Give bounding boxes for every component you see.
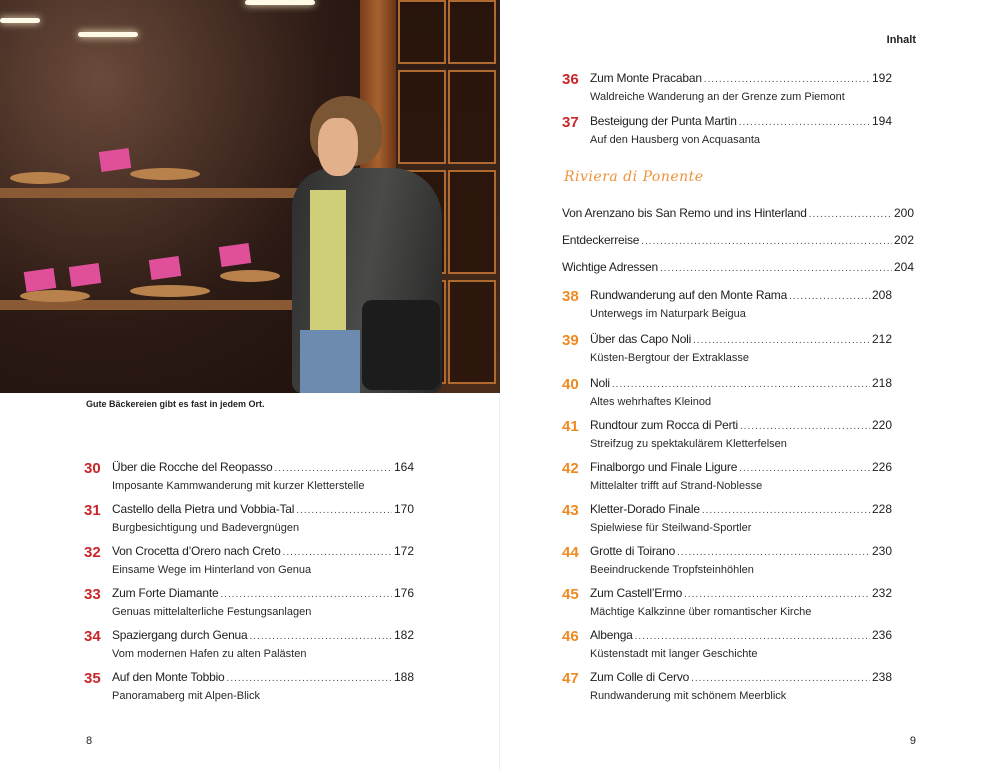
ceiling-light: [245, 0, 315, 5]
page-ref: 238: [871, 670, 892, 684]
page-ref: 192: [871, 71, 892, 85]
woman-jeans: [300, 330, 360, 393]
tour-subtitle: Küsten-Bergtour der Extraklasse: [590, 352, 749, 364]
bread: [130, 285, 210, 297]
tour-title: Noli: [590, 376, 610, 390]
bread: [10, 172, 70, 184]
page-ref: 170: [393, 502, 414, 516]
entry-title: Von Arenzano bis San Remo und ins Hinterland: [562, 206, 807, 220]
window-pane: [448, 170, 496, 274]
tour-subtitle: Beeindruckende Tropfsteinhöhlen: [590, 564, 754, 576]
tour-subtitle: Unterwegs im Naturpark Beigua: [590, 308, 746, 320]
leader-dots: [789, 290, 870, 304]
woman-bag: [362, 300, 440, 390]
page-ref: 208: [871, 288, 892, 302]
leader-dots: [296, 504, 392, 518]
page-ref: 232: [871, 586, 892, 600]
leader-dots: [693, 334, 870, 348]
tour-title: Über das Capo Noli: [590, 332, 692, 346]
tour-title: Rundwanderung auf den Monte Rama: [590, 288, 788, 302]
leader-dots: [704, 73, 870, 87]
leader-dots: [250, 630, 392, 644]
tour-subtitle: Streifzug zu spektakulärem Kletterfelsen: [590, 438, 787, 450]
tour-number: 46: [562, 628, 579, 645]
tour-title: Castello della Pietra und Vobbia-Tal: [112, 502, 295, 516]
bakery-photo: [0, 0, 500, 393]
tour-number: 33: [84, 586, 101, 603]
bread: [130, 168, 200, 180]
tour-title: Über die Rocche del Reopasso: [112, 460, 273, 474]
tour-subtitle: Waldreiche Wanderung an der Grenze zum Piemont: [590, 91, 845, 103]
ceiling-light: [0, 18, 40, 23]
tour-number: 45: [562, 586, 579, 603]
tour-subtitle: Einsame Wege im Hinterland von Genua: [112, 564, 312, 576]
tour-title: Rundtour zum Rocca di Perti: [590, 418, 738, 432]
tour-number: 43: [562, 502, 579, 519]
tour-title: Von Crocetta d’Orero nach Creto: [112, 544, 281, 558]
entry-title: Wichtige Adressen: [562, 260, 658, 274]
tour-subtitle: Burgbesichtigung und Badevergnügen: [112, 522, 300, 534]
tour-number: 30: [84, 460, 101, 477]
leader-dots: [220, 588, 392, 602]
window-pane: [448, 280, 496, 384]
window-pane: [448, 70, 496, 164]
tour-number: 36: [562, 71, 579, 88]
page-ref: 202: [893, 233, 914, 247]
tour-subtitle: Vom modernen Hafen zu alten Palästen: [112, 648, 307, 660]
tour-title: Zum Forte Diamante: [112, 586, 219, 600]
window-pane: [398, 70, 446, 164]
tour-title: Spaziergang durch Genua: [112, 628, 248, 642]
page-ref: 230: [871, 544, 892, 558]
tour-number: 44: [562, 544, 579, 561]
tour-number: 41: [562, 418, 579, 435]
leader-dots: [740, 420, 870, 434]
page-ref: 228: [871, 502, 892, 516]
tour-subtitle: Rundwanderung mit schönem Meerblick: [590, 690, 787, 702]
tour-title: Besteigung der Punta Martin: [590, 114, 737, 128]
bread: [220, 270, 280, 282]
tour-subtitle: Altes wehrhaftes Kleinod: [590, 396, 712, 408]
window-pane: [398, 0, 446, 64]
page-ref: 220: [871, 418, 892, 432]
leader-dots: [227, 672, 392, 686]
tour-number: 39: [562, 332, 579, 349]
leader-dots: [635, 630, 870, 644]
tour-subtitle: Mittelalter trifft auf Strand-Noblesse: [590, 480, 763, 492]
tour-title: Zum Castell’Ermo: [590, 586, 683, 600]
tour-title: Auf den Monte Tobbio: [112, 670, 225, 684]
right-page: [500, 0, 1000, 771]
tour-subtitle: Küstenstadt mit langer Geschichte: [590, 648, 758, 660]
leader-dots: [702, 504, 870, 518]
tour-title: Zum Monte Pracaban: [590, 71, 702, 85]
tour-number: 38: [562, 288, 579, 305]
leader-dots: [612, 378, 870, 392]
tour-number: 34: [84, 628, 101, 645]
page-ref: 226: [871, 460, 892, 474]
tour-subtitle: Panoramaberg mit Alpen-Blick: [112, 690, 260, 702]
page-number: 9: [909, 735, 916, 747]
page-ref: 212: [871, 332, 892, 346]
page-ref: 164: [393, 460, 414, 474]
page-ref: 218: [871, 376, 892, 390]
tour-title: Grotte di Toirano: [590, 544, 676, 558]
tour-title: Kletter-Dorado Finale: [590, 502, 700, 516]
page-ref: 176: [393, 586, 414, 600]
tour-subtitle: Imposante Kammwanderung mit kurzer Kletterstelle: [112, 480, 365, 492]
leader-dots: [677, 546, 870, 560]
tour-subtitle: Spielwiese für Steilwand-Sportler: [590, 522, 752, 534]
tour-number: 40: [562, 376, 579, 393]
woman-shirt: [310, 190, 346, 340]
tour-title: Finalborgo und Finale Ligure: [590, 460, 738, 474]
leader-dots: [275, 462, 392, 476]
leader-dots: [739, 116, 870, 130]
page-ref: 204: [893, 260, 914, 274]
page-ref: 188: [393, 670, 414, 684]
leader-dots: [283, 546, 392, 560]
page-ref: 194: [871, 114, 892, 128]
window-pane: [448, 0, 496, 64]
tour-number: 32: [84, 544, 101, 561]
tour-subtitle: Mächtige Kalkzinne über romantischer Kirche: [590, 606, 812, 618]
shelf: [0, 188, 330, 198]
section-heading: Riviera di Ponente: [564, 169, 704, 185]
bread: [20, 290, 90, 302]
woman-face: [318, 118, 358, 176]
tour-number: 35: [84, 670, 101, 687]
page-ref: 200: [893, 206, 914, 220]
leader-dots: [691, 672, 870, 686]
leader-dots: [739, 462, 870, 476]
tour-number: 47: [562, 670, 579, 687]
page-ref: 172: [393, 544, 414, 558]
leader-dots: [809, 208, 892, 222]
leader-dots: [684, 588, 870, 602]
tour-number: 31: [84, 502, 101, 519]
page-ref: 236: [871, 628, 892, 642]
tour-subtitle: Auf den Hausberg von Acquasanta: [590, 134, 761, 146]
price-label: [24, 268, 56, 292]
tour-subtitle: Genuas mittelalterliche Festungsanlagen: [112, 606, 312, 618]
price-label: [149, 256, 181, 280]
tour-title: Albenga: [590, 628, 633, 642]
price-label: [99, 148, 131, 172]
tour-number: 42: [562, 460, 579, 477]
price-label: [219, 243, 251, 267]
page-ref: 182: [393, 628, 414, 642]
leader-dots: [641, 235, 892, 249]
tour-title: Zum Colle di Cervo: [590, 670, 690, 684]
leader-dots: [660, 262, 892, 276]
tour-number: 37: [562, 114, 579, 131]
running-head: Inhalt: [886, 34, 916, 46]
photo-caption: Gute Bäckereien gibt es fast in jedem Ort.: [86, 399, 265, 409]
ceiling-light: [78, 32, 138, 37]
price-label: [69, 263, 101, 287]
page-number: 8: [86, 735, 93, 747]
entry-title: Entdeckerreise: [562, 233, 640, 247]
